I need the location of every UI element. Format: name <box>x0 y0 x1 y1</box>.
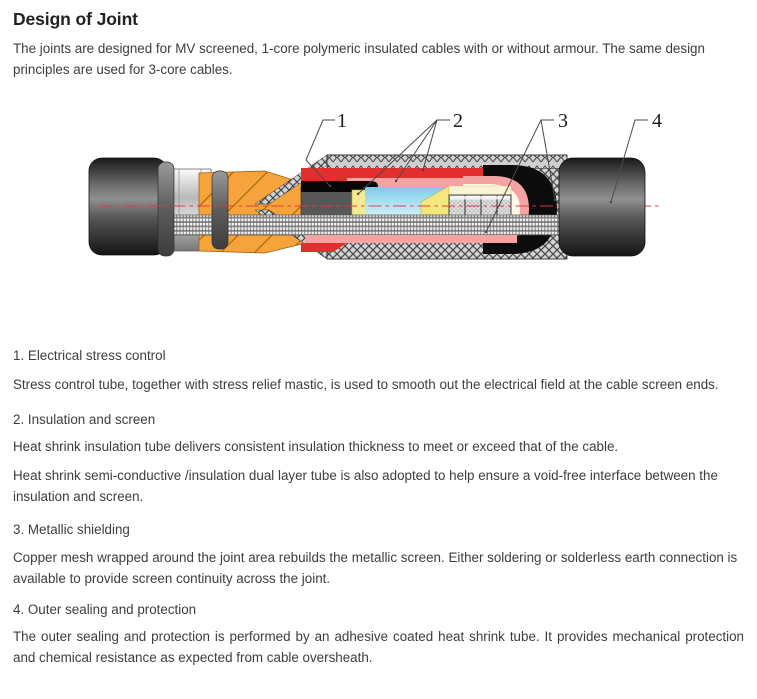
gland-ring-left <box>158 162 174 256</box>
section-1-heading: 1. Electrical stress control <box>13 348 166 363</box>
gland-ring-right <box>212 171 228 249</box>
section-4-paragraph: The outer sealing and protection is performed by an adhesive coated heat shrink tube. It provides mechanical protection and chemical resistance as expected from cable oversheath. <box>13 629 744 665</box>
joint-diagram <box>13 97 744 277</box>
right-cable-oversheath <box>559 158 645 256</box>
section-3-heading: 3. Metallic shielding <box>13 522 130 537</box>
insulation-tube-pink-bottom <box>305 235 517 243</box>
callout-1-label: 1 <box>337 110 347 132</box>
callout-2-label: 2 <box>453 110 463 132</box>
intro-paragraph: The joints are designed for MV screened, 1-core polymeric insulated cables with or without armour. The same design principles are used for 3-core cables. <box>13 41 705 77</box>
page-title: Design of Joint <box>13 9 138 29</box>
callout-3-label: 3 <box>558 110 568 132</box>
connector-cover <box>449 186 511 195</box>
section-3-paragraph: Copper mesh wrapped around the joint area rebuilds the metallic screen. Either soldering or solderless earth connection is available to provide screen continuity across the joint. <box>13 550 738 586</box>
section-1-paragraph: Stress control tube, together with stress relief mastic, is used to smooth out the electrical field at the cable screen ends. <box>13 377 719 392</box>
joint-cutaway-drawing <box>13 97 757 277</box>
section-4-heading: 4. Outer sealing and protection <box>13 602 197 617</box>
callout-4-label: 4 <box>652 110 662 132</box>
section-2-paragraph-1: Heat shrink insulation tube delivers consistent insulation thickness to meet or exceed that of the cable. <box>13 439 619 454</box>
section-2-paragraph-2: Heat shrink semi-conductive /insulation dual layer tube is also adopted to help ensure a void-free interface between the insulation and screen. <box>13 468 718 504</box>
section-2-heading: 2. Insulation and screen <box>13 412 156 427</box>
mesh-serration-strip <box>329 158 565 169</box>
